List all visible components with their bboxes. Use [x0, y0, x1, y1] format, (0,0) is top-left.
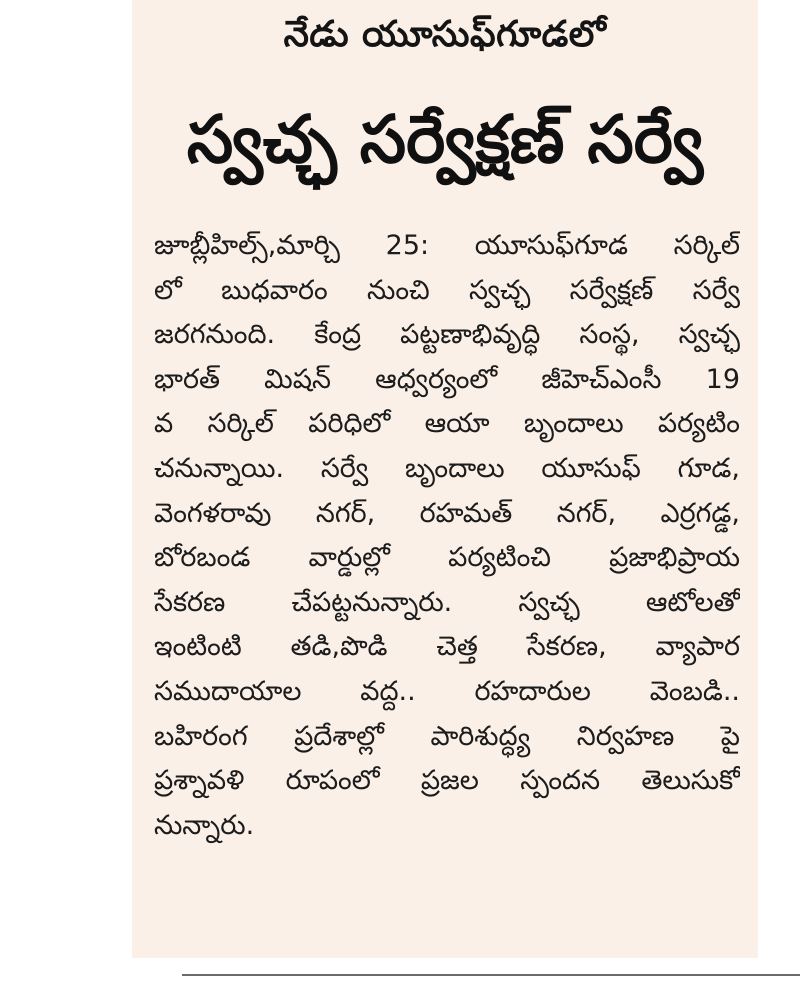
article-body-line: నున్నారు.: [154, 809, 255, 841]
article-body-line: జరగనుంది. కేంద్ర పట్టణాభివృద్ధి సంస్థ, స్వచ్ఛ: [154, 319, 740, 351]
divider-rule: [182, 974, 800, 976]
article-body-line: ప్రశ్నావళి రూపంలో ప్రజల స్పందన తెలుసుకో: [154, 765, 740, 797]
article-body-line: వ సర్కిల్ పరిధిలో ఆయా బృందాలు పర్యటిం: [154, 408, 740, 440]
article-body-line: ఇంటింటి తడి,పొడి చెత్త సేకరణ, వ్యాపార: [154, 631, 740, 663]
article-body-line: బోరబండ వార్డుల్లో పర్యటించి ప్రజాభిప్రాయ: [154, 542, 740, 574]
article-body-line: జూబ్లీహిల్స్,మార్చి 25: యూసుఫ్‌గూడ సర్కిల్: [154, 230, 740, 261]
article-body-line: సేకరణ చేపట్టనున్నారు. స్వచ్ఛ ఆటోలతో: [154, 586, 740, 618]
article-headline: స్వచ్ఛ సర్వేక్షణ్ సర్వే: [186, 101, 704, 178]
article-body-line: వెంగళరావు నగర్, రహమత్ నగర్, ఎర్రగడ్డ,: [154, 497, 740, 529]
article-body-line: బహిరంగ ప్రదేశాల్లో పారిశుద్ధ్య నిర్వహణ పై: [154, 720, 740, 752]
article-kicker: నేడు యూసుఫ్‌గూడలో: [283, 14, 607, 55]
article-body-line: లో బుధవారం నుంచి స్వచ్ఛ సర్వేక్షణ్ సర్వే: [154, 274, 740, 306]
article-body-line: భారత్ మిషన్ ఆధ్వర్యంలో జీహెచ్‌ఎంసీ 19: [154, 363, 740, 395]
newspaper-clipping: [132, 0, 758, 958]
article-body: [154, 224, 740, 848]
article-body-line: చనున్నాయి. సర్వే బృందాలు యూసుఫ్ గూడ,: [154, 452, 740, 484]
article-body-line: సముదాయాల వద్ద.. రహదారుల వెంబడి..: [154, 675, 740, 707]
